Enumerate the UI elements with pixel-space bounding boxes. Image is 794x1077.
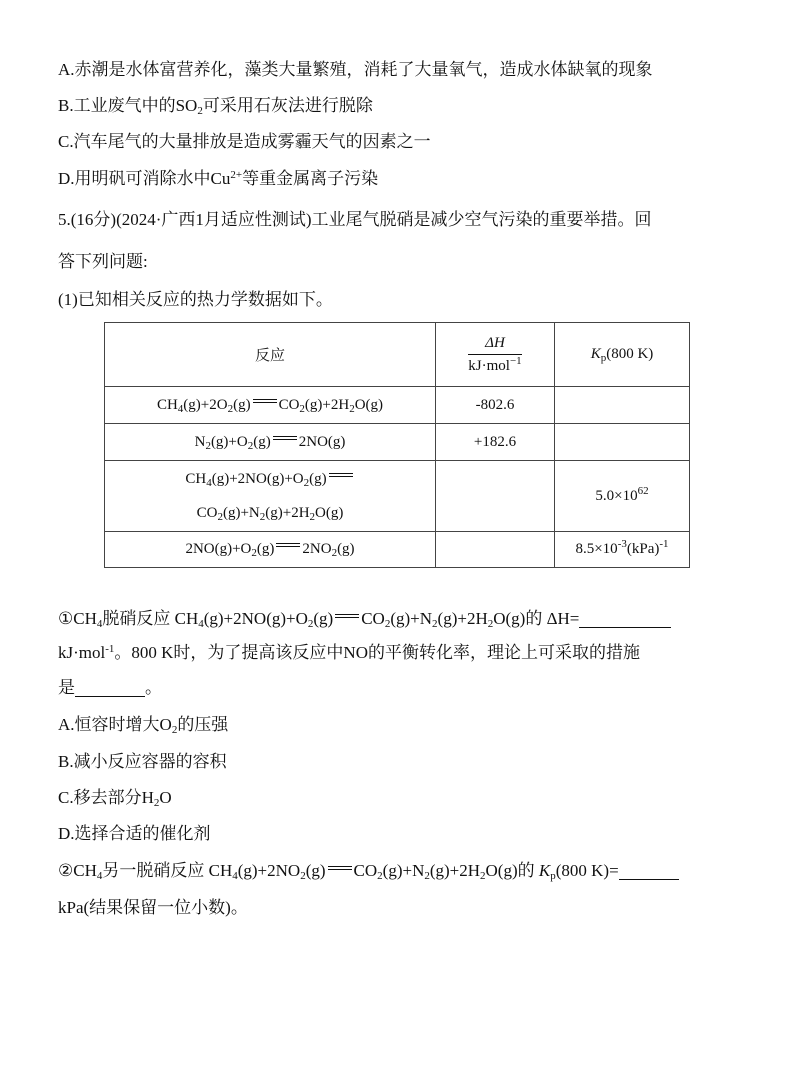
delta-h-cell — [436, 461, 555, 532]
subquestion-1-line2: kJ·mol$^{-1}$。800 K时，为了提高该反应中NO的平衡转化率，理论上可采取的措施 — [58, 643, 640, 662]
option-4D: D.用明矾可消除水中$Cu^{2+}$等重金属离子污染 — [58, 169, 379, 188]
option-4B: B.工业废气中的$SO_2$可采用石灰法进行脱除 — [58, 96, 373, 117]
subquestion-2-line1: $②CH_4$另一脱硝反应 $CH_4(g)+2NO_2(g)$ $CO_2(g)+N_2(g)+2H_2O(g)$的 $K_p(800$ K)= — [58, 860, 679, 882]
header-reaction: 反应 — [105, 323, 436, 387]
subquestion-1-line1: $①CH_4$脱硝反应 $CH_4(g)+2NO(g)+O_2(g)$ $CO_2(g)+N_2(g)+2H_2O(g)$的 ΔH= — [58, 608, 671, 630]
delta-h-cell: +182.6 — [436, 424, 555, 461]
thermo-data-table — [104, 322, 690, 568]
table-row — [105, 461, 690, 532]
answer-blank-measure[interactable] — [75, 678, 145, 697]
option-A: A.恒容时增大$O_2$的压强 — [58, 715, 229, 736]
option-C: C.移去部分$H_2O$ — [58, 788, 172, 809]
reaction-cell: $CH_4(g)+2NO(g)+O_2(g)$ $CO_2(g)+N_2(g)+2H_2O(g)$ — [105, 461, 436, 532]
kp-cell: $5.0\times 10^{62}$ — [555, 461, 690, 532]
reaction-cell: $2NO(g)+O_2(g)$ $2NO_2(g)$ — [105, 532, 436, 568]
option-B: B.减小反应容器的容积 — [58, 752, 227, 771]
subquestion-2-line2: kPa(结果保留一位小数)。 — [58, 898, 248, 917]
kp-cell: $8.5\times 10^{-3}(kPa)^{-1}$ — [555, 532, 690, 568]
delta-h-cell — [436, 532, 555, 568]
table-row — [105, 532, 690, 568]
subquestion-1-line3: 是 。 — [58, 678, 162, 697]
reaction-cell: $CH_4(g)+2O_2(g)$ $CO_2(g)+2H_2O(g)$ — [105, 387, 436, 424]
delta-h-cell: -802.6 — [436, 387, 555, 424]
table-header-row — [105, 323, 690, 387]
answer-blank-kp[interactable] — [619, 861, 679, 880]
header-kp: $K_p(800$ K) — [555, 323, 690, 387]
option-4C: C.汽车尾气的大量排放是造成雾霾天气的因素之一 — [58, 132, 431, 151]
answer-blank-delta-h[interactable] — [579, 609, 671, 628]
option-4A: A.赤潮是水体富营养化，藻类大量繁殖，消耗了大量氧气，造成水体缺氧的现象 — [58, 60, 653, 79]
table-row — [105, 387, 690, 424]
kp-cell — [555, 387, 690, 424]
header-delta-h: $\frac{\Delta H}{kJ\cdot mol^{-1}}$ — [436, 323, 555, 387]
question-5-intro: 5.(16分)(2024·广西1月适应性测试)工业尾气脱硝是减少空气污染的重要举措。回 — [58, 210, 652, 229]
question-5-intro-cont: 答下列问题: — [58, 252, 148, 271]
table-row — [105, 424, 690, 461]
reaction-cell: $N_2(g)+O_2(g)$ 2NO(g) — [105, 424, 436, 461]
kp-cell — [555, 424, 690, 461]
question-5-part1: (1)已知相关反应的热力学数据如下。 — [58, 290, 333, 309]
option-D: D.选择合适的催化剂 — [58, 824, 211, 843]
